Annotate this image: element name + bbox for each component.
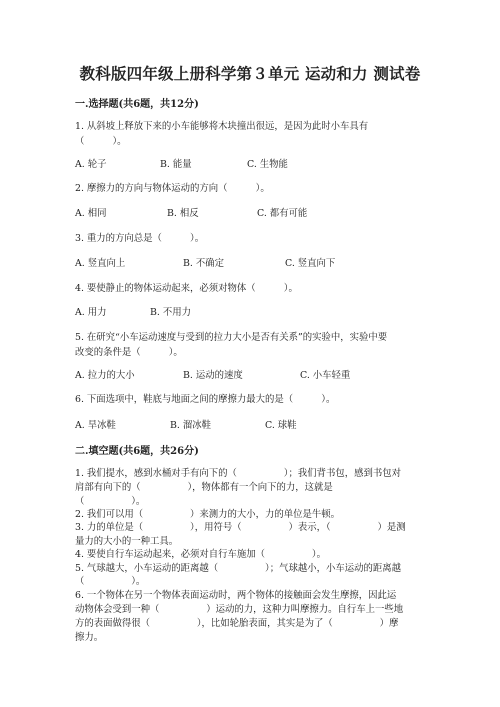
- q2-options: [75, 205, 435, 219]
- fill-line-10: 6. 一个物体在另一个物体表面运动时，两个物体的接触面会发生摩擦，因此运: [75, 590, 397, 601]
- q6-option-b: B. 溜冰鞋: [170, 420, 211, 431]
- fill-line-7: 4. 要使自行车运动起来，必须对自行车施加（ ）。: [75, 549, 326, 560]
- fill-line-4: 2. 我们可以用（ ）来测力的大小，力的单位是牛顿。: [75, 509, 341, 520]
- q1-option-c: C. 生物能: [247, 159, 288, 170]
- fill-line-9: （ ）。: [75, 576, 146, 587]
- q4-option-b: B. 不用力: [150, 307, 191, 318]
- q3-option-a: A. 竖直向上: [75, 258, 126, 269]
- q5-options: [75, 367, 435, 381]
- q3-option-b: B. 不确定: [183, 258, 224, 269]
- q6-text: 6. 下面选项中，鞋底与地面之间的摩擦力最大的是（ ）。: [75, 394, 336, 405]
- q5-option-c: C. 小车轻重: [300, 370, 351, 381]
- fill-line-11: 动物体会受到一种（ ）运动的力，这种力叫摩擦力。自行车上一些地: [75, 604, 404, 615]
- q1-text-line2: （ ）。: [75, 136, 127, 147]
- q2-option-b: B. 相反: [167, 208, 199, 219]
- q5-option-b: B. 运动的速度: [183, 370, 243, 381]
- fill-line-5: 3. 力的单位是（ ），用符号（ ）表示，（ ）是测: [75, 522, 406, 533]
- q3-option-c: C. 竖直向下: [285, 258, 336, 269]
- q1-options: [75, 156, 435, 170]
- q5-text-line2: 改变的条件是（ ）。: [75, 347, 183, 358]
- q1-text-line1: 1. 从斜坡上释放下来的小车能够将木块撞出很远，是因为此时小车具有: [75, 121, 369, 132]
- q1-option-b: B. 能量: [160, 159, 192, 170]
- fill-line-2: 肩部有向下的（ ），物体都有一个向下的力，这就是: [75, 482, 333, 493]
- q6-options: [75, 417, 435, 431]
- q3-text: 3. 重力的方向总是（ ）。: [75, 233, 205, 244]
- q4-options: [75, 304, 435, 318]
- fill-line-12: 方的表面做得很（ ），比如轮胎表面，其实是为了（ ）摩: [75, 618, 399, 629]
- fill-line-8: 5. 气球越大，小车运动的距离越（ ）；气球越小，小车运动的距离越: [75, 563, 401, 574]
- q2-option-c: C. 都有可能: [257, 208, 308, 219]
- fill-line-1: 1. 我们提水，感到水桶对手有向下的（ ）；我们背书包，感到书包对: [75, 468, 401, 479]
- q6-option-a: A. 旱冰鞋: [75, 420, 116, 431]
- fill-line-13: 擦力。: [75, 632, 104, 643]
- q3-options: [75, 255, 435, 269]
- q4-text: 4. 要使静止的物体运动起来，必须对物体（ ）。: [75, 283, 298, 294]
- q5-option-a: A. 拉力的大小: [75, 370, 135, 381]
- q1-option-a: A. 轮子: [75, 159, 107, 170]
- q4-option-a: A. 用力: [75, 307, 107, 318]
- q2-option-a: A. 相同: [75, 208, 107, 219]
- q2-text: 2. 摩擦力的方向与物体运动的方向（ ）。: [75, 183, 270, 194]
- q5-text-line1: 5. 在研究“小车运动速度与受到的拉力大小是否有关系”的实验中，实验中要: [75, 332, 388, 343]
- q6-option-c: C. 球鞋: [265, 420, 297, 431]
- section-fill-heading: 二.填空题(共6题，共26分): [75, 446, 199, 457]
- page-title: 教科版四年级上册科学第３单元 运动和力 测试卷: [79, 64, 421, 83]
- section-choice-heading: 一.选择题(共6题，共12分): [75, 99, 199, 110]
- fill-line-3: （ ）。: [75, 496, 146, 507]
- fill-line-6: 量力的大小的一种工具。: [75, 536, 179, 547]
